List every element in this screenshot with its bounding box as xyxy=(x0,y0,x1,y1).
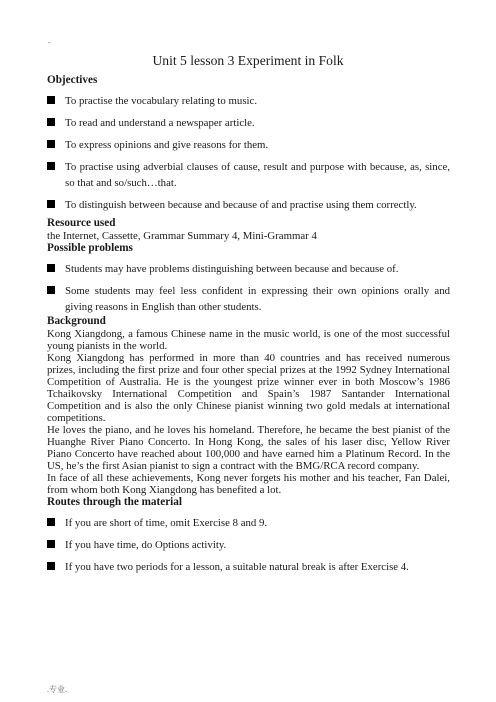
objective-item: To practise using adverbial clauses of cause, result and purpose with because, as, since, so that and so/such…that. xyxy=(47,159,450,191)
page-footer: .专业. xyxy=(47,685,67,694)
routes-heading: Routes through the material xyxy=(47,496,182,508)
square-bullet-icon xyxy=(47,518,55,526)
problem-item: Some students may feel less confident in expressing their own opinions orally and giving reasons in English than other students. xyxy=(47,283,450,315)
objective-item: To express opinions and give reasons for them. xyxy=(47,137,450,153)
square-bullet-icon xyxy=(47,162,55,170)
route-item: If you have time, do Options activity. xyxy=(47,537,450,553)
problems-heading: Possible problems xyxy=(47,242,133,254)
square-bullet-icon xyxy=(47,286,55,294)
route-item: If you are short of time, omit Exercise 8 and 9. xyxy=(47,515,450,531)
resource-heading: Resource used xyxy=(47,217,116,229)
document-body xyxy=(47,74,450,575)
background-paragraph: In face of all these achievements, Kong never forgets his mother and his teacher, Fan Dalei, from whom both Kong Xiangdong has benefited a lot. xyxy=(47,472,450,496)
objective-item: To distinguish between because and because of and practise using them correctly. xyxy=(47,197,450,213)
background-heading: Background xyxy=(47,315,106,327)
objective-item: To practise the vocabulary relating to music. xyxy=(47,93,450,109)
route-item: If you have two periods for a lesson, a suitable natural break is after Exercise 4. xyxy=(47,559,450,575)
page-title: Unit 5 lesson 3 Experiment in Folk xyxy=(152,53,344,68)
problem-item: Students may have problems distinguishing between because and because of. xyxy=(47,261,450,277)
background-paragraph: He loves the piano, and he loves his homeland. Therefore, he became the best pianist of the Huanghe River Piano Concerto. In Hong Kong, the sales of his laser disc, Yellow River Piano Concerto have reached about 100,000 and have earned him a Platinum Record. In the US, he’s the first Asian pianist to sign a contract with the BMG/RCA record company. xyxy=(47,424,450,472)
square-bullet-icon xyxy=(47,264,55,272)
objective-item: To read and understand a newspaper article. xyxy=(47,115,450,131)
square-bullet-icon xyxy=(47,562,55,570)
square-bullet-icon xyxy=(47,140,55,148)
square-bullet-icon xyxy=(47,118,55,126)
square-bullet-icon xyxy=(47,540,55,548)
square-bullet-icon xyxy=(47,200,55,208)
square-bullet-icon xyxy=(47,96,55,104)
background-paragraph: Kong Xiangdong, a famous Chinese name in the music world, is one of the most successful young pianists in the world. xyxy=(47,328,450,352)
objectives-heading: Objectives xyxy=(47,74,98,86)
top-mark: - xyxy=(48,38,51,47)
resource-text: the Internet, Cassette, Grammar Summary 4, Mini-Grammar 4 xyxy=(47,230,317,242)
background-paragraph: Kong Xiangdong has performed in more than 40 countries and has received numerous prizes, including the first prize and four other special prizes at the 1992 Sydney International Competition of Australia. He is the youngest prize winner ever in both Moscow’s 1986 Tchaikovsky International Competition and Spain’s 1987 Santander International Competition and is also the only Chinese pianist winning two gold medals at international competitions. xyxy=(47,352,450,424)
